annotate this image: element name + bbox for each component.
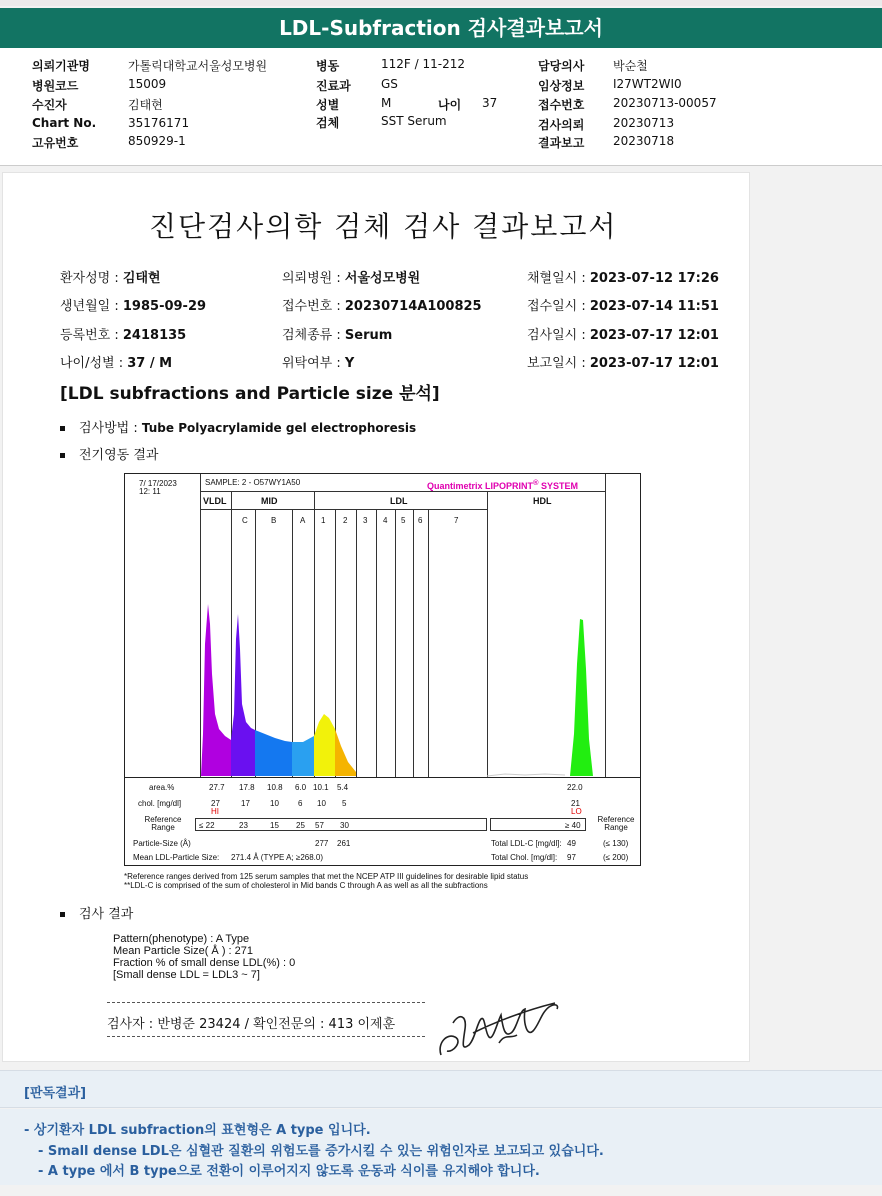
info-value: M [381,96,392,110]
result-text: [Small dense LDL = LDL3 ~ 7] [113,969,260,981]
method-value: Tube Polyacrylamide gel electrophoresis [141,421,417,435]
judgement-header [0,1070,882,1108]
group-label: HDL [533,496,552,506]
field-value: 김태현 [122,271,161,286]
field-value: 2023-07-12 17:26 [589,271,719,286]
info-value: SST Serum [381,114,447,128]
field-value: 2418135 [122,328,187,343]
report-title: 진단검사의학 검체 검사 결과보고서 [149,210,618,243]
particle-size: 261 [337,839,351,848]
band-label: 1 [321,516,326,525]
report-document [2,172,750,1062]
judgement-body [0,1109,882,1185]
baseline-noise [487,774,565,776]
band-label: 7 [454,516,459,525]
age-value: 37 [482,96,498,110]
ldl1-peak [314,714,335,776]
field-label: 의뢰병원 : [282,271,341,286]
field-value: 1985-09-29 [122,299,207,314]
mid-a-peak [292,736,314,776]
ref-value: 30 [340,821,349,830]
info-label: 결과보고 [538,136,585,150]
field-value: Serum [344,328,393,343]
ref-value: ≤ 22 [199,821,215,830]
result-label: 검사 결과 [79,907,134,922]
test-time-field [527,324,719,343]
info-label: 수진자 [32,98,67,112]
info-label: 검사의뢰 [538,118,585,132]
field-value: 2023-07-17 12:01 [589,328,719,343]
report-time-field [527,352,719,371]
chart-time: 12: 11 [139,487,161,496]
info-value: GS [381,77,398,91]
row-label-ref: Reference Range [144,815,182,832]
electro-label: 전기영동 결과 [79,448,159,463]
area-value: 6.0 [295,783,307,792]
judgement-line: - A type 에서 B type으로 전환이 이루어지지 않도록 운동과 식이를 유지해야 합니다. [38,1164,540,1179]
total-ldl-value: 49 [567,839,576,848]
bullet-icon [60,426,65,431]
info-label: 임상정보 [538,79,585,93]
result-text: Fraction % of small dense LDL(%) : 0 [113,957,296,969]
info-label: 의뢰기관명 [32,59,90,73]
field-value: 서울성모병원 [344,271,421,286]
judgement-line: - 상기환자 LDL subfraction의 표현형은 A type 입니다. [24,1123,371,1138]
section-title: [LDL subfractions and Particle size 분석] [60,384,440,404]
judgement-title: [판독결과] [24,1086,87,1101]
bullet-icon [60,453,65,458]
info-label: 병동 [316,59,340,73]
chol-value: 6 [298,799,303,808]
chart-date: 7/ 17/2023 [139,479,177,488]
mean-size-value: 271.4 Å (TYPE A; ≥268.0) [231,853,323,862]
chol-value: 27 [211,799,220,808]
electrophoresis-chart [124,473,641,866]
ldl2-peak [335,729,356,776]
hdl-flag: LO [571,807,582,816]
band-label: A [300,516,306,525]
chol-value: 10 [270,799,279,808]
total-chol-value: 97 [567,853,576,862]
row-label-psize: Particle-Size (Å) [133,839,191,848]
ref-value: 23 [239,821,248,830]
total-chol-ref: (≤ 200) [603,853,629,862]
result-text: Pattern(phenotype) : A Type [113,933,250,945]
field-value: Y [344,356,355,371]
patient-info-panel [0,48,882,166]
total-ldl-label: Total LDL-C [mg/dl]: [491,839,562,848]
top-border [0,0,882,6]
info-label: 성별 [316,98,340,112]
receipt-time-field [527,295,719,314]
row-label-mean: Mean LDL-Particle Size: [133,853,220,862]
field-label: 검체종류 : [282,328,341,343]
specimen-field [282,324,392,343]
hdl-ref-value: ≥ 40 [565,821,581,830]
densitometry-curve [125,474,641,866]
hdl-area-value: 22.0 [567,783,583,792]
field-label: 채혈일시 : [527,271,586,286]
vldl-flag: HI [211,807,219,816]
method-label: 검사방법 : [79,421,138,436]
area-value: 10.1 [313,783,329,792]
mid-c-peak [231,614,255,776]
info-label: Chart No. [32,116,97,130]
chol-value: 5 [342,799,347,808]
receipt-no-field [282,295,482,314]
footnote: *Reference ranges derived from 125 serum samples that met the NCEP ATP III guidelines for desirable lipid status [124,872,529,881]
field-value: 37 / M [127,356,173,371]
info-value: 박순철 [613,59,648,73]
info-value: 김태현 [128,98,163,112]
field-label: 나이/성별 : [60,356,124,371]
hdl-chol-value: 21 [571,799,580,808]
result-line [60,903,133,922]
field-value: 2023-07-17 12:01 [589,356,719,371]
brand-text: Quantimetrix LIPOPRINT [427,481,534,491]
electro-line [60,444,158,463]
field-label: 보고일시 : [527,356,586,371]
chart-sample: SAMPLE: 2 - O57WY1A50 [205,478,301,487]
area-value: 10.8 [267,783,283,792]
area-value: 27.7 [209,783,225,792]
field-label: 위탁여부 : [282,356,341,371]
info-label: 고유번호 [32,136,79,150]
mid-b-peak [255,730,292,776]
info-value: 20230713 [613,116,675,130]
group-label: LDL [390,496,408,506]
field-label: 등록번호 : [60,328,119,343]
total-ldl-ref: (≤ 130) [603,839,629,848]
field-label: 생년월일 : [60,299,119,314]
hdl-peak [570,619,593,776]
ref-value: 57 [315,821,324,830]
group-label: MID [261,496,278,506]
group-label: VLDL [203,496,227,506]
birth-date-field [60,295,206,314]
handwritten-signature [433,993,563,1063]
info-value: 850929-1 [128,134,186,148]
band-label: 3 [363,516,368,525]
info-label: 검체 [316,116,340,130]
hospital-field [282,267,420,286]
brand-tail: SYSTEM [538,481,579,491]
info-label: 진료과 [316,79,351,93]
ref-value: 25 [296,821,305,830]
band-label: 5 [401,516,406,525]
particle-size: 277 [315,839,329,848]
info-value: 20230713-00057 [613,96,717,110]
vldl-peak [201,604,231,776]
info-value: 35176171 [128,116,190,130]
field-label: 접수번호 : [282,299,341,314]
band-label: C [242,516,248,525]
field-value: 20230714A100825 [344,299,482,314]
band-label: 6 [418,516,423,525]
info-label: 담당의사 [538,59,585,73]
patient-name-field [60,267,161,286]
info-value: 112F / 11-212 [381,57,465,71]
row-label-area: area.% [149,783,175,792]
field-value: 2023-07-14 11:51 [589,299,719,314]
method-line [60,417,416,436]
total-chol-label: Total Chol. [mg/dl]: [491,853,558,862]
chol-value: 17 [241,799,250,808]
result-text: Mean Particle Size( Å ) : 271 [113,945,254,957]
divider [107,1002,425,1003]
field-label: 접수일시 : [527,299,586,314]
brand-registered: ® [533,478,539,487]
area-value: 5.4 [337,783,349,792]
info-value: 15009 [128,77,167,91]
bullet-icon [60,912,65,917]
divider [107,1036,425,1037]
field-label: 검사일시 : [527,328,586,343]
info-label: 병원코드 [32,79,79,93]
registration-field [60,324,186,343]
ref-value: 15 [270,821,279,830]
area-value: 17.8 [239,783,255,792]
outsourced-field [282,352,354,371]
band-label: B [271,516,277,525]
band-label: 2 [343,516,348,525]
ref-label-right: Reference Range [597,815,635,832]
band-label: 4 [383,516,388,525]
signature-line: 검사자 : 반병준 23424 / 확인전문의 : 413 이제훈 [107,1017,396,1032]
info-label: 접수번호 [538,98,585,112]
collection-time-field [527,267,719,286]
row-label-chol: chol. [mg/dl] [138,799,182,808]
page-title: LDL-Subfraction 검사결과보고서 [0,8,882,48]
judgement-line: - Small dense LDL은 심혈관 질환의 위험도를 증가시킬 수 있는 위험인자로 보고되고 있습니다. [38,1144,604,1159]
footnote: **LDL-C is comprised of the sum of cholesterol in Mid bands C through A as well as all the subfractions [124,881,488,890]
field-label: 환자성명 : [60,271,119,286]
age-label: 나이 [438,98,462,112]
age-sex-field [60,352,172,371]
info-value: 가톨릭대학교서울성모병원 [128,59,268,73]
chol-value: 10 [317,799,326,808]
info-value: I27WT2WI0 [613,77,682,91]
info-value: 20230718 [613,134,675,148]
